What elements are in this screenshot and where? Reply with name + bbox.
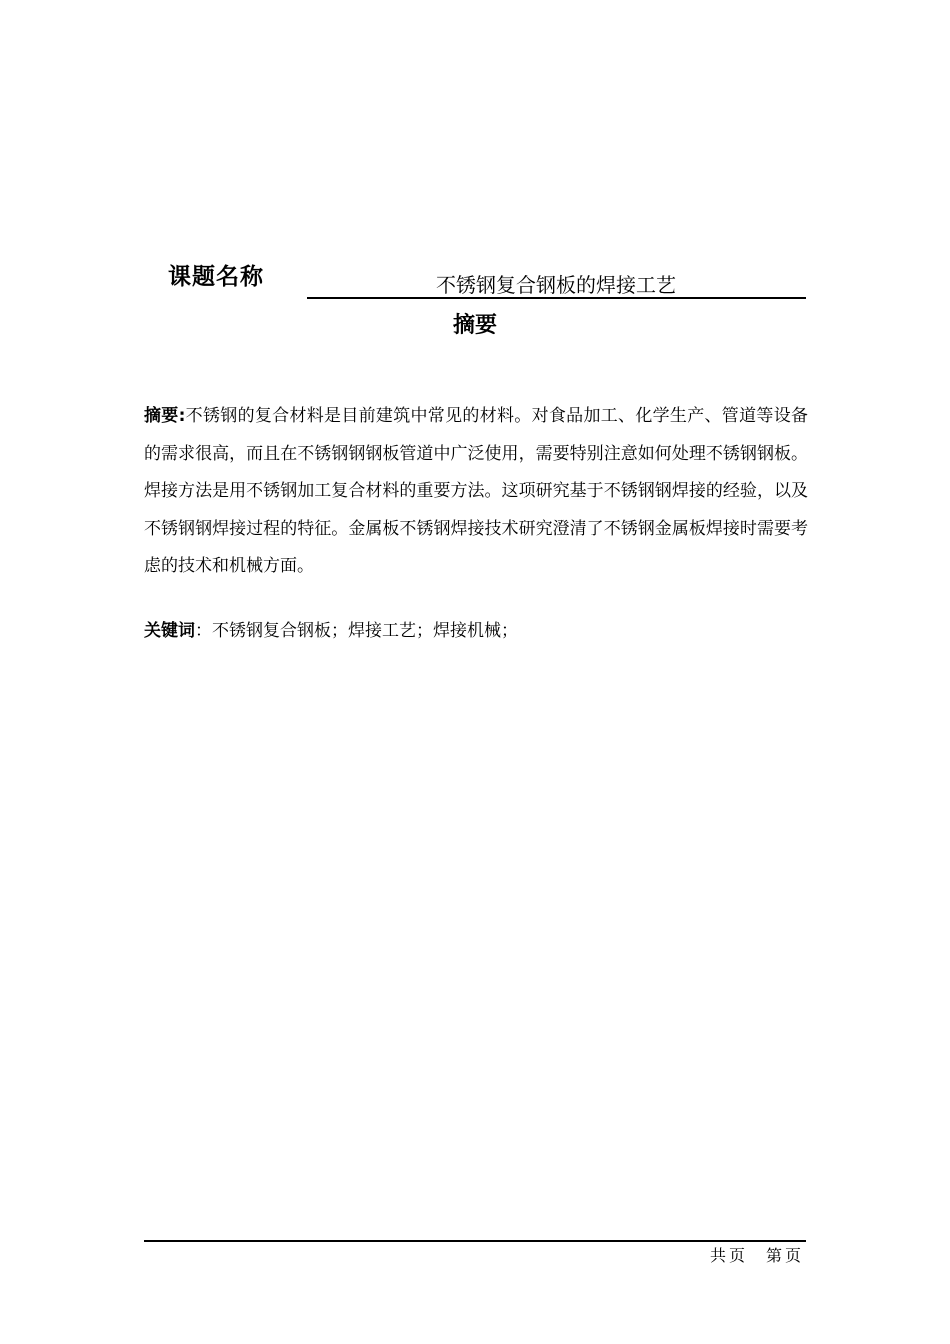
total-pages-label: 共页: [709, 1246, 748, 1265]
footer-rule: [144, 1240, 806, 1242]
abstract-label: 摘要:: [144, 406, 186, 426]
topic-title: 不锈钢复合钢板的焊接工艺: [436, 273, 676, 297]
abstract-paragraph: [144, 398, 808, 586]
current-page-label: 第页: [765, 1246, 804, 1265]
page-counter: [710, 1244, 804, 1268]
topic-underline: [307, 297, 806, 299]
topic-label: 课题名称: [168, 264, 264, 290]
abstract-heading: 摘要: [452, 313, 497, 338]
keywords-line: [144, 616, 808, 646]
keywords-label: 关键词: [144, 621, 195, 641]
keywords-separator: ：: [195, 621, 212, 641]
abstract-text: 不锈钢的复合材料是目前建筑中常见的材料。对食品加工、化学生产、管道等设备的需求很高，而且在不锈钢钢钢板管道中广泛使用，需要特别注意如何处理不锈钢钢板。焊接方法是用不锈钢加工复合材料的重要方法。这项研究基于不锈钢钢焊接的经验，以及不锈钢钢焊接过程的特征。金属板不锈钢焊接技术研究澄清了不锈钢金属板焊接时需要考虑的技术和机械方面。: [144, 406, 808, 576]
keywords-text: 不锈钢复合钢板；焊接工艺；焊接机械；: [212, 621, 518, 641]
